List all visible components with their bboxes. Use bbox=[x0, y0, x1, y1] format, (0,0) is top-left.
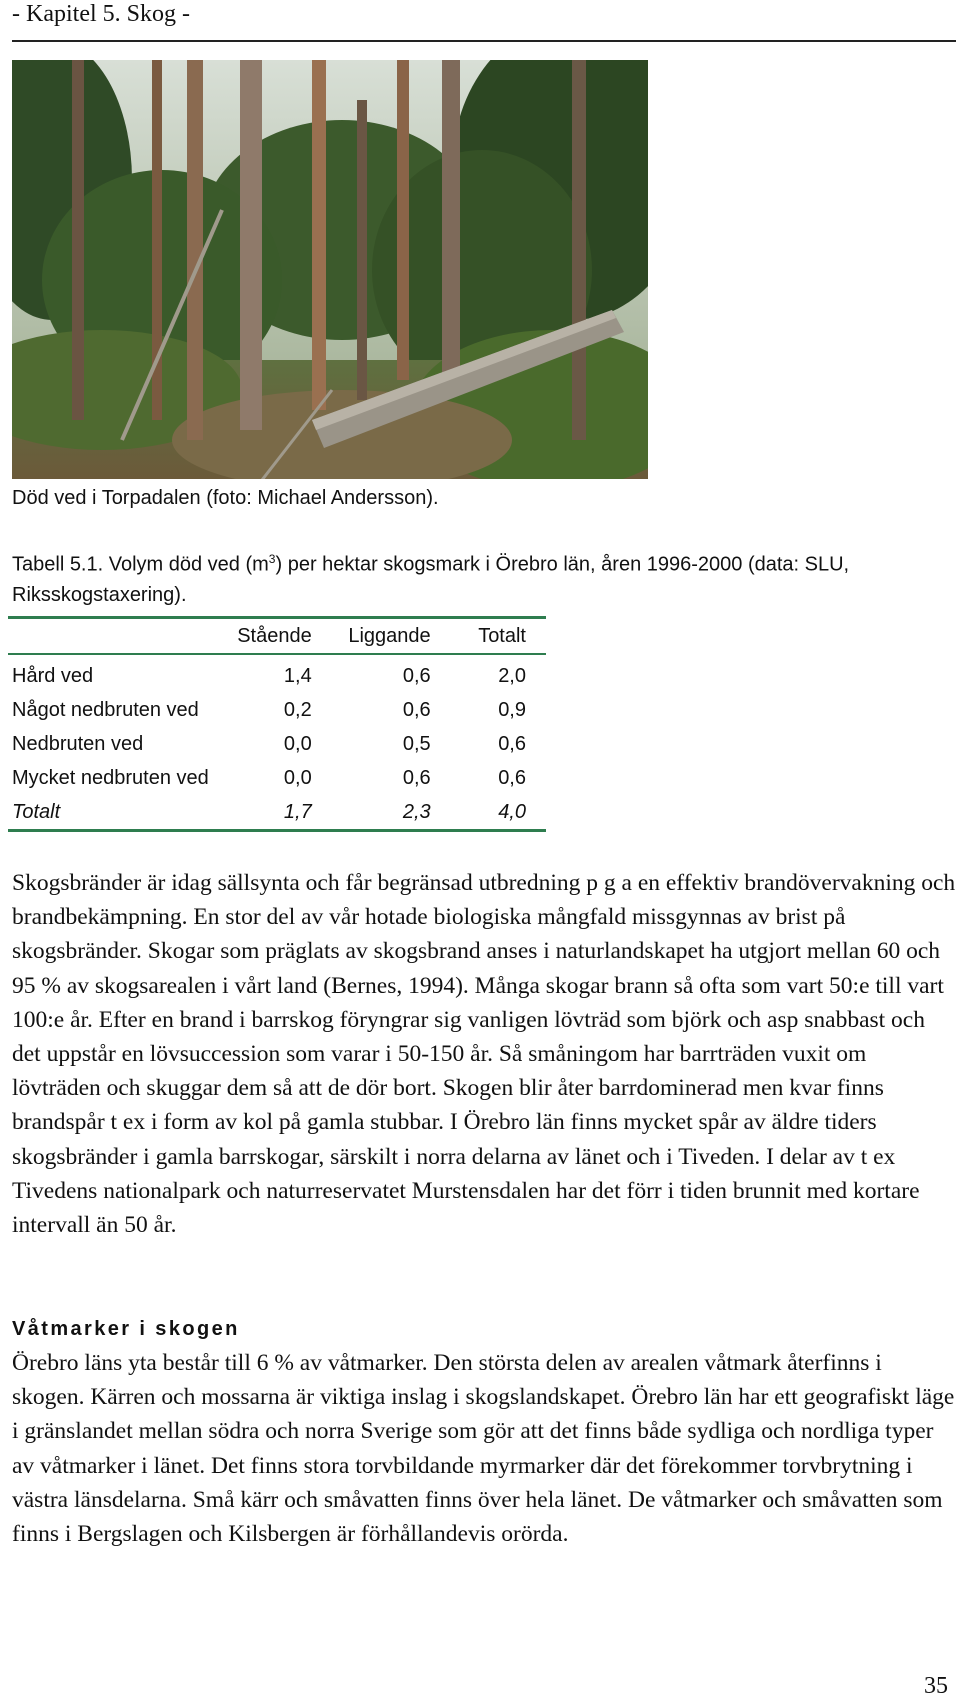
table-caption bbox=[12, 544, 952, 610]
table-cell: 1,7 bbox=[283, 800, 312, 823]
table-cell: 0,6 bbox=[402, 698, 431, 721]
table-cell: 0,6 bbox=[402, 766, 431, 789]
table-cell: 0,5 bbox=[402, 732, 431, 755]
table-cell: 2,3 bbox=[402, 800, 431, 823]
table-header-cell: Stående bbox=[225, 618, 330, 655]
photo-caption: Död ved i Torpadalen (foto: Michael Andersson). bbox=[12, 487, 439, 509]
table-cell: 0,6 bbox=[402, 664, 431, 687]
table-cell: 1,4 bbox=[283, 664, 312, 687]
chapter-header: - Kapitel 5. Skog - bbox=[12, 0, 956, 42]
table-cell: 0,0 bbox=[283, 766, 312, 789]
table-cell: 2,0 bbox=[498, 664, 526, 687]
table-total-row bbox=[8, 795, 546, 831]
table-cell: 0,2 bbox=[283, 698, 312, 721]
table-row bbox=[8, 727, 546, 761]
table-row bbox=[8, 654, 546, 693]
table-header-row bbox=[8, 618, 546, 655]
table-row bbox=[8, 761, 546, 795]
table-cell: Hård ved bbox=[12, 664, 94, 687]
body-paragraph: Örebro läns yta består till 6 % av våtmarker. Den största delen av arealen våtmark återfinns i skogen. Kärren och mossarna är viktiga inslag i skogslandskapet. Örebro län har ett geografiskt läge i gränslandet mellan södra och norra Sverige som gör att det finns både sydliga och nordliga typer av våtmarker i länet. Det finns stora torvbildande myrmarker där det förekommer torvbrytning i västra länsdelarna. Små kärr och småvatten finns över hela länet. De våtmarker och småvatten som finns i Bergslagen och Kilsbergen är förhållandevis orörda. bbox=[12, 1350, 955, 1548]
forest-photo-illustration bbox=[12, 60, 648, 479]
dead-wood-table bbox=[8, 616, 546, 832]
table-cell: 0,6 bbox=[498, 732, 526, 755]
table-cell: 0,0 bbox=[283, 732, 312, 755]
table-caption-text: Tabell 5.1. Volym död ved (m bbox=[12, 553, 269, 576]
body-paragraph: Skogsbränder är idag sällsynta och får begränsad utbredning p g a en effektiv brandövervakning och brandbekämpning. En stor del av vår hotade biologiska mångfald missgynnas av brist på skogsbränder. Skogar som präglats av skogsbrand anses i naturlandskapet ha utgjort mellan 60 och 95 % av skogsarealen i vårt land (Bernes, 1994). Många skogar brann så ofta som vart 50:e till vart 100:e år. Efter en brand i barrskog föryngrar sig vanligen lövträd som björk och asp snabbast och det uppstår en lövsuccession som varar i 50-150 år. Så småningom har barrträden vuxit om lövträden och skuggar dem så att de dör bort. Skogen blir åter barrdominerad men kvar finns brandspår t ex i form av kol på gamla stubbar. I Örebro län finns mycket spår av äldre tiders skogsbränder i gamla barrskogar, särskilt i norra delarna av länet och i Tiveden. I delar av t ex Tivedens nationalpark och naturreservatet Murstensdalen har det förr i tiden brunnit med kortare intervall än 50 år. bbox=[12, 870, 956, 1239]
table-row bbox=[8, 693, 546, 727]
table-cell: Totalt bbox=[12, 800, 61, 823]
table-cell: 4,0 bbox=[498, 800, 526, 823]
table-header-cell: Totalt bbox=[449, 618, 546, 655]
table-header-cell: Liggande bbox=[330, 618, 449, 655]
table-cell: 0,6 bbox=[498, 766, 526, 789]
table-cell: Nedbruten ved bbox=[12, 732, 144, 755]
table-header-cell bbox=[8, 618, 225, 655]
table-caption-superscript: 3 bbox=[268, 552, 276, 566]
section-heading: Våtmarker i skogen bbox=[12, 1318, 240, 1340]
table-cell: Mycket nedbruten ved bbox=[12, 766, 209, 789]
table-cell: Något nedbruten ved bbox=[12, 698, 199, 721]
page-number: 35 bbox=[924, 1673, 948, 1699]
table-caption-text-end: ) per hektar skogsmark i Örebro län, åren 1996-2000 (data: SLU, Riksskogstaxering). bbox=[12, 553, 850, 606]
table-cell: 0,9 bbox=[498, 698, 526, 721]
forest-photo bbox=[12, 60, 648, 479]
